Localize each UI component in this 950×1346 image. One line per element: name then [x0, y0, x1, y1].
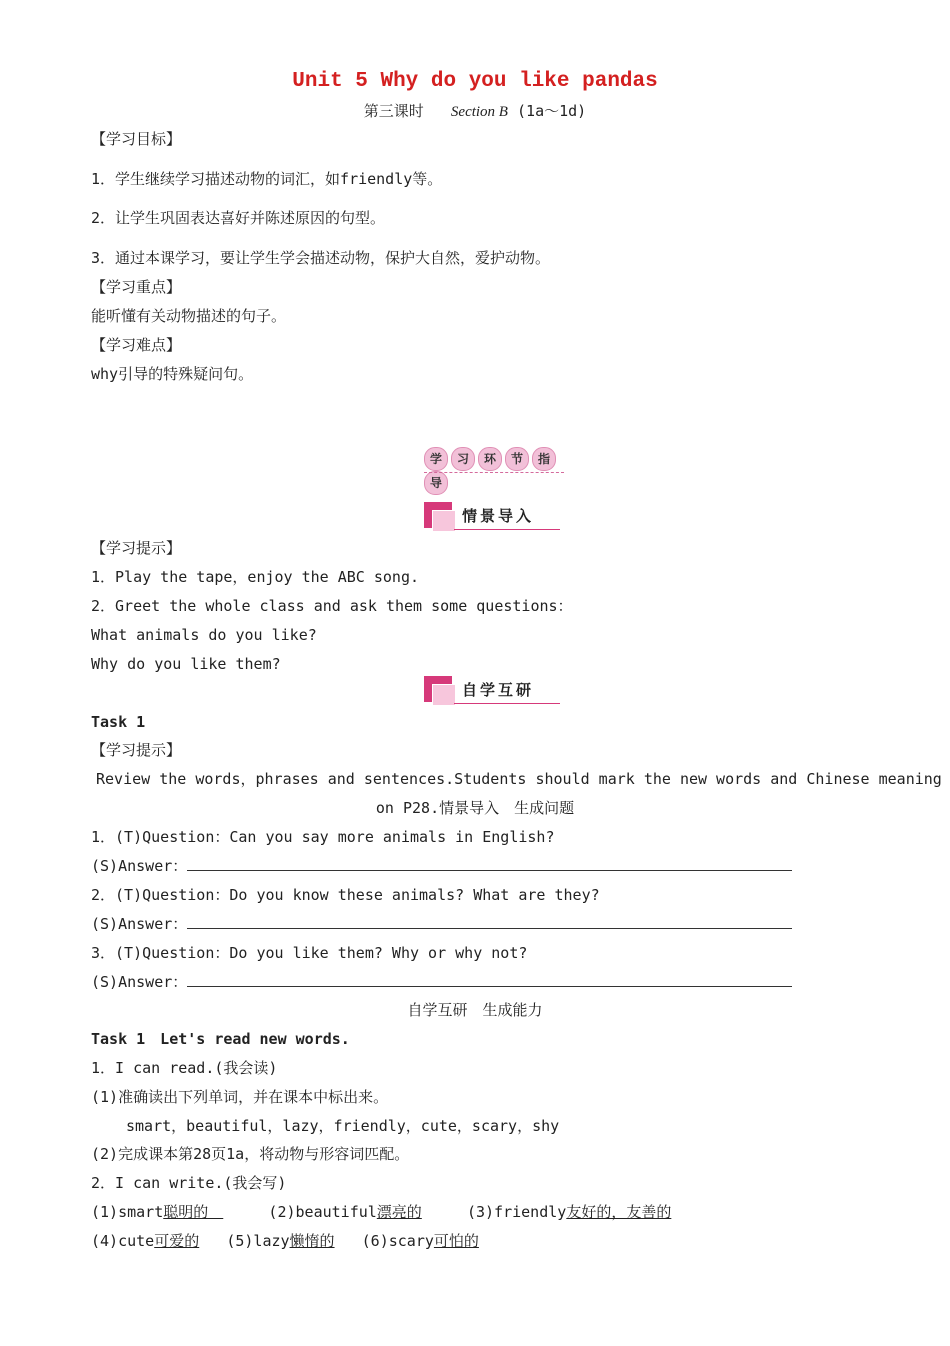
task-title: Task 1 Let's read new words.	[91, 1030, 350, 1048]
section-label: 情景导入	[462, 507, 535, 525]
answer-blank[interactable]	[187, 972, 792, 987]
write-item-answer: 懒惰的	[289, 1232, 335, 1250]
page-title: Unit 5 Why do you like pandas	[292, 70, 658, 93]
question-line: 3．(T)Question：Do you like them? Why or why not?	[91, 944, 528, 962]
section-square-inner	[432, 684, 456, 706]
objectives-heading: 【学习目标】	[91, 130, 182, 148]
key-points-heading: 【学习重点】	[91, 278, 182, 296]
section-label: 自学互研	[462, 681, 535, 699]
guide-banner	[424, 447, 564, 490]
write-item-label: (6)scary	[361, 1232, 434, 1250]
section-square-inner	[432, 510, 456, 532]
banner-char: 环	[478, 447, 502, 471]
write-row	[91, 1202, 671, 1222]
answer-line	[91, 914, 792, 934]
objective-item: 2．让学生巩固表达喜好并陈述原因的句型。	[91, 209, 386, 227]
answer-line	[91, 856, 792, 876]
section-underline	[454, 529, 560, 530]
section-underline	[454, 703, 560, 704]
question-line: 2．(T)Question：Do you know these animals? What are they?	[91, 886, 600, 904]
question-line: 1．(T)Question：Can you say more animals in English?	[91, 828, 555, 846]
read-instruction: (1)准确读出下列单词，并在课本中标出来。	[91, 1088, 389, 1106]
intro-line: What animals do you like?	[91, 626, 317, 644]
write-title: 2．I can write.(我会写)	[91, 1174, 287, 1192]
intro-line: 1．Play the tape，enjoy the ABC song.	[91, 568, 420, 586]
objective-item: 3．通过本课学习，要让学生学会描述动物，保护大自然，爱护动物。	[91, 249, 551, 267]
write-item-answer: 聪明的	[163, 1203, 224, 1221]
section-header-intro	[424, 502, 560, 530]
banner-divider	[424, 472, 564, 473]
banner-char: 节	[505, 447, 529, 471]
intro-line: Why do you like them?	[91, 655, 281, 673]
subtitle	[0, 100, 950, 121]
key-points-text: 能听懂有关动物描述的句子。	[91, 307, 287, 325]
banner-char: 学	[424, 447, 448, 471]
answer-line	[91, 972, 792, 992]
section-range: (1a～1d)	[517, 102, 587, 120]
write-item-label: (5)lazy	[226, 1232, 290, 1250]
subheading: 自学互研 生成能力	[407, 1001, 543, 1019]
banner-char: 习	[451, 447, 475, 471]
write-item-label: (3)friendly	[466, 1203, 567, 1221]
section-label: Section B	[450, 104, 508, 120]
difficulties-heading: 【学习难点】	[91, 336, 182, 354]
word-list: smart，beautiful，lazy，friendly，cute，scary，shy	[126, 1117, 560, 1135]
intro-line: 2．Greet the whole class and ask them some questions：	[91, 597, 573, 615]
task-title: Task 1	[91, 713, 146, 731]
review-line: on P28.情景导入 生成问题	[375, 799, 575, 817]
answer-label: (S)Answer：	[91, 857, 188, 875]
answer-label: (S)Answer：	[91, 973, 188, 991]
banner-char: 导	[424, 471, 448, 495]
answer-label: (S)Answer：	[91, 915, 188, 933]
banner-char: 指	[532, 447, 556, 471]
answer-blank[interactable]	[187, 914, 792, 929]
write-row	[91, 1231, 479, 1251]
lesson-label: 第三课时	[363, 102, 424, 120]
write-item-label: (1)smart	[91, 1203, 164, 1221]
write-item-label: (2)beautiful	[268, 1203, 377, 1221]
objective-item: 1．学生继续学习描述动物的词汇，如friendly等。	[91, 170, 443, 188]
write-item-answer: 可爱的	[154, 1232, 200, 1250]
answer-blank[interactable]	[187, 856, 792, 871]
write-item-label: (4)cute	[91, 1232, 155, 1250]
write-item-answer: 友好的，友善的	[566, 1203, 672, 1221]
write-item-answer: 可怕的	[433, 1232, 479, 1250]
read-instruction: (2)完成课本第28页1a，将动物与形容词匹配。	[91, 1145, 410, 1163]
difficulties-text: why引导的特殊疑问句。	[91, 365, 254, 383]
read-title: 1．I can read.(我会读)	[91, 1059, 278, 1077]
section-header-self-study	[424, 676, 560, 704]
hint-heading: 【学习提示】	[91, 741, 182, 759]
write-item-answer: 漂亮的	[376, 1203, 422, 1221]
hint-heading: 【学习提示】	[91, 539, 182, 557]
review-line: Review the words，phrases and sentences.Students should mark the new words and Chinese meaning	[96, 770, 942, 788]
